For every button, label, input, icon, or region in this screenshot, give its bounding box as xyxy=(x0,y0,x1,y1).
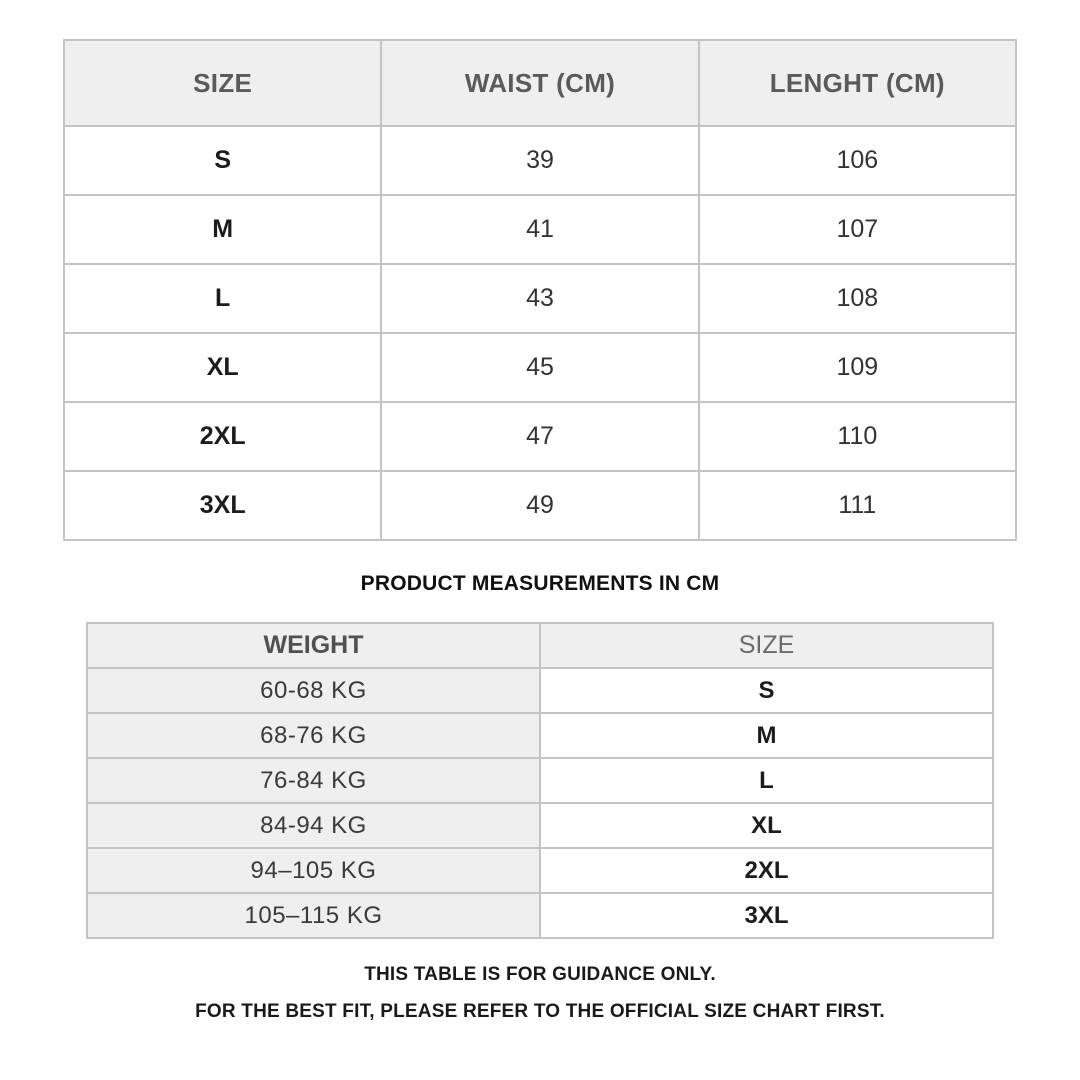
size-cell: M xyxy=(540,713,993,758)
table-row xyxy=(87,893,993,938)
table-row xyxy=(87,848,993,893)
size-cell: L xyxy=(540,758,993,803)
length-cell: 106 xyxy=(699,126,1016,195)
fit-advice-note: FOR THE BEST FIT, PLEASE REFER TO THE OFFICIAL SIZE CHART FIRST. xyxy=(195,1001,885,1022)
length-cell: 110 xyxy=(699,402,1016,471)
size-cell: S xyxy=(64,126,381,195)
guidance-note: THIS TABLE IS FOR GUIDANCE ONLY. xyxy=(364,964,716,985)
size-cell: XL xyxy=(540,803,993,848)
measurements-caption: PRODUCT MEASUREMENTS IN CM xyxy=(360,572,720,595)
waist-cell: 43 xyxy=(381,264,698,333)
size-cell: 2XL xyxy=(540,848,993,893)
table-row xyxy=(87,668,993,713)
table-row xyxy=(64,195,1016,264)
header-length: LENGHT (CM) xyxy=(699,40,1016,126)
weight-size-table xyxy=(86,622,994,939)
size-cell: L xyxy=(64,264,381,333)
length-cell: 109 xyxy=(699,333,1016,402)
size-cell: M xyxy=(64,195,381,264)
waist-cell: 41 xyxy=(381,195,698,264)
table-row xyxy=(87,713,993,758)
table-row xyxy=(64,402,1016,471)
length-cell: 108 xyxy=(699,264,1016,333)
size-cell: 3XL xyxy=(540,893,993,938)
waist-cell: 45 xyxy=(381,333,698,402)
table-row xyxy=(64,126,1016,195)
weight-header-row xyxy=(87,623,993,668)
waist-cell: 49 xyxy=(381,471,698,540)
table-row xyxy=(87,803,993,848)
weight-cell: 60-68 KG xyxy=(87,668,540,713)
measurements-table xyxy=(63,39,1017,541)
header-waist: WAIST (CM) xyxy=(381,40,698,126)
measurements-header-row xyxy=(64,40,1016,126)
table-row xyxy=(64,333,1016,402)
size-cell: 3XL xyxy=(64,471,381,540)
length-cell: 107 xyxy=(699,195,1016,264)
weight-cell: 105–115 KG xyxy=(87,893,540,938)
weight-cell: 68-76 KG xyxy=(87,713,540,758)
weight-cell: 84-94 KG xyxy=(87,803,540,848)
size-cell: S xyxy=(540,668,993,713)
weight-cell: 94–105 KG xyxy=(87,848,540,893)
size-cell: 2XL xyxy=(64,402,381,471)
waist-cell: 47 xyxy=(381,402,698,471)
weight-cell: 76-84 KG xyxy=(87,758,540,803)
waist-cell: 39 xyxy=(381,126,698,195)
header-size: SIZE xyxy=(64,40,381,126)
size-cell: XL xyxy=(64,333,381,402)
header-size: SIZE xyxy=(540,623,993,668)
table-row xyxy=(87,758,993,803)
table-row xyxy=(64,471,1016,540)
header-weight: WEIGHT xyxy=(87,623,540,668)
length-cell: 111 xyxy=(699,471,1016,540)
table-row xyxy=(64,264,1016,333)
